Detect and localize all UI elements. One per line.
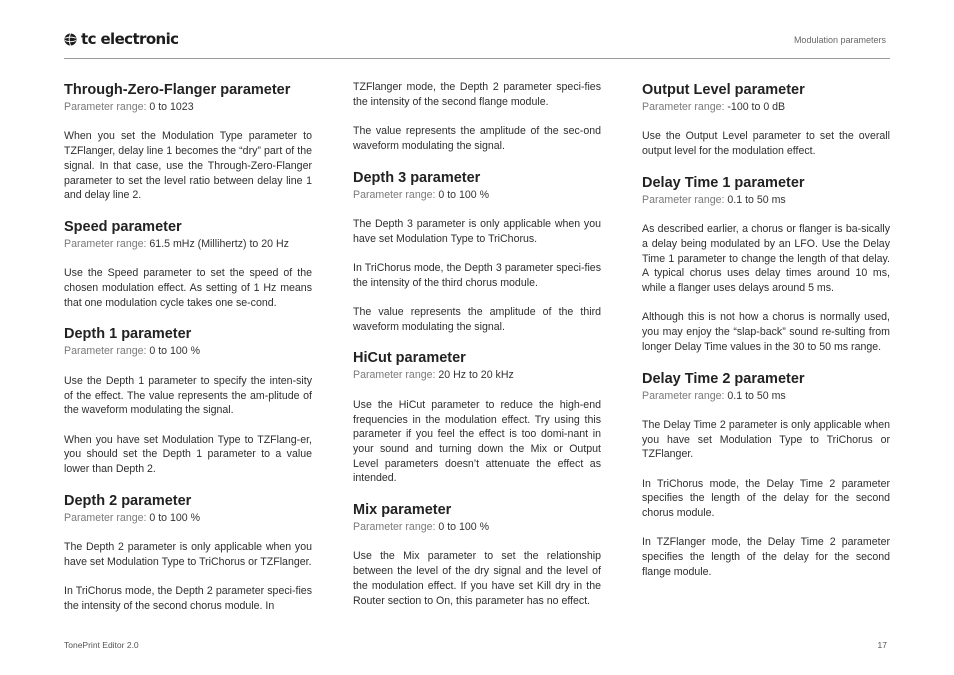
parameter-heading: Through-Zero-Flanger parameter (64, 82, 291, 98)
parameter-range (64, 344, 312, 359)
range-label: Parameter range: (642, 101, 725, 113)
range-label: Parameter range: (64, 101, 147, 113)
range-label: Parameter range: (64, 345, 147, 358)
range-value: 20 Hz to 20 kHz (438, 369, 514, 382)
globe-icon (64, 33, 77, 46)
body-paragraph: In TriChorus mode, the Delay Time 2 parameter specifies the length of the delay for the second chorus module. (642, 477, 890, 520)
column-2 (353, 80, 601, 622)
body-paragraph: The Delay Time 2 parameter is only applicable when you have set Modulation Type to TriChorus or TZFlanger. (642, 418, 890, 461)
range-value: -100 to 0 dB (727, 101, 786, 113)
parameter-heading: HiCut parameter (353, 350, 466, 367)
footer-product: TonePrint Editor 2.0 (64, 640, 139, 650)
column-1 (64, 80, 312, 628)
range-value: 0 to 100 % (149, 511, 201, 524)
header-divider (64, 58, 890, 59)
parameter-heading: Output Level parameter (642, 82, 805, 98)
range-value: 0.1 to 50 ms (727, 389, 786, 402)
body-paragraph: The Depth 2 parameter is only applicable when you have set Modulation Type to TriChorus or TZFlanger. (64, 541, 312, 568)
parameter-section (642, 369, 890, 580)
parameter-section (353, 168, 601, 335)
body-paragraph: Use the Output Level parameter to set the overall output level for the modulation effect. (642, 130, 890, 158)
range-value: 0 to 100 % (438, 521, 490, 534)
parameter-range (64, 237, 312, 252)
parameter-range (353, 188, 601, 203)
parameter-range (642, 100, 890, 115)
range-value: 61.5 mHz (Millihertz) to 20 Hz (149, 237, 289, 250)
column-3 (642, 80, 890, 594)
parameter-heading: Delay Time 1 parameter (642, 174, 805, 191)
body-paragraph: As described earlier, a chorus or flanger is ba-sically a delay being modulated by an LFO. Use the Delay Time 1 parameter to change the length of that delay. A typical chorus uses delay times around 10 ms, while a flanger uses delays around 5 ms. (642, 223, 890, 294)
range-label: Parameter range: (353, 521, 436, 534)
parameter-section (64, 217, 312, 311)
body-paragraph: Although this is not how a chorus is normally used, you may enjoy the “slap-back” sound re-sulting from longer Delay Time values in the 30 to 50 ms range. (642, 311, 890, 353)
page-header (64, 30, 890, 58)
body-paragraph: TZFlanger mode, the Depth 2 parameter speci-fies the intensity of the second flange module. (353, 81, 601, 108)
parameter-range (64, 100, 312, 115)
body-paragraph: Use the Speed parameter to set the speed of the chosen modulation effect. As setting of 1 Hz means that one modulation cycle takes one se-cond. (64, 267, 312, 309)
parameter-range (642, 389, 890, 404)
body-paragraph: In TriChorus mode, the Depth 3 parameter speci-fies the intensity of the third chorus module. (353, 261, 601, 289)
parameter-range (353, 520, 601, 535)
logo-text: tc electronic (81, 30, 179, 48)
body-paragraph: Use the Mix parameter to set the relationship between the level of the dry signal and the level of the modulation effect. If you have set Kill dry in the Router section to On, this parameter has no effect. (353, 550, 601, 607)
parameter-range (64, 511, 312, 526)
parameter-section (642, 80, 890, 159)
range-label: Parameter range: (642, 389, 725, 402)
parameter-heading: Speed parameter (64, 218, 182, 235)
parameter-heading: Depth 2 parameter (64, 492, 192, 509)
body-paragraph: Use the HiCut parameter to reduce the high-end frequencies in the modulation effect. Try using this parameter if you feel the effect is too domi-nant in your sound and turning down the Mix or Output Level parameters doesn’t attenuate the effect as intended. (353, 398, 601, 485)
parameter-section (64, 491, 312, 614)
parameter-range (642, 193, 890, 208)
parameter-section (64, 324, 312, 476)
range-value: 0 to 1023 (149, 101, 194, 113)
range-label: Parameter range: (64, 511, 147, 524)
parameter-section (353, 500, 601, 608)
body-paragraph: The value represents the amplitude of the third waveform modulating the signal. (353, 306, 601, 333)
body-paragraph: In TZFlanger mode, the Delay Time 2 parameter specifies the length of the delay for the second flange module. (642, 536, 890, 578)
page-number: 17 (877, 640, 887, 650)
range-label: Parameter range: (64, 237, 147, 250)
parameter-section (353, 348, 601, 486)
range-value: 0 to 100 % (149, 345, 201, 358)
parameter-heading: Depth 1 parameter (64, 326, 192, 343)
body-paragraph: Use the Depth 1 parameter to specify the inten-sity of the effect. The value represents the am-plitude of the waveform modulating the signal. (64, 374, 312, 417)
range-label: Parameter range: (353, 188, 436, 201)
range-label: Parameter range: (642, 193, 725, 206)
body-paragraph: The value represents the amplitude of the sec-ond waveform modulating the signal. (353, 125, 601, 152)
parameter-heading: Mix parameter (353, 502, 452, 519)
parameter-heading: Delay Time 2 parameter (642, 370, 805, 387)
parameter-section (64, 80, 312, 203)
section-title: Modulation parameters (793, 35, 886, 45)
range-value: 0 to 100 % (438, 188, 490, 201)
body-paragraph: The Depth 3 parameter is only applicable when you have set Modulation Type to TriChorus. (353, 217, 601, 245)
range-value: 0.1 to 50 ms (727, 193, 786, 206)
parameter-heading: Depth 3 parameter (353, 169, 481, 186)
parameter-section (353, 80, 601, 154)
body-paragraph: When you set the Modulation Type parameter to TZFlanger, delay line 1 becomes the “dry” part of the signal. In that case, use the Through-Zero-Flanger parameter to set the level ratio between delay line 1 and delay line 2. (64, 130, 312, 202)
brand-logo (64, 30, 178, 48)
body-paragraph: When you have set Modulation Type to TZFlang-er, you should set the Depth 1 parameter to a value lower than Depth 2. (64, 433, 312, 475)
body-paragraph: In TriChorus mode, the Depth 2 parameter speci-fies the intensity of the second chorus module. In (64, 585, 312, 612)
range-label: Parameter range: (353, 369, 436, 382)
parameter-range (353, 368, 601, 383)
parameter-section (642, 173, 890, 355)
